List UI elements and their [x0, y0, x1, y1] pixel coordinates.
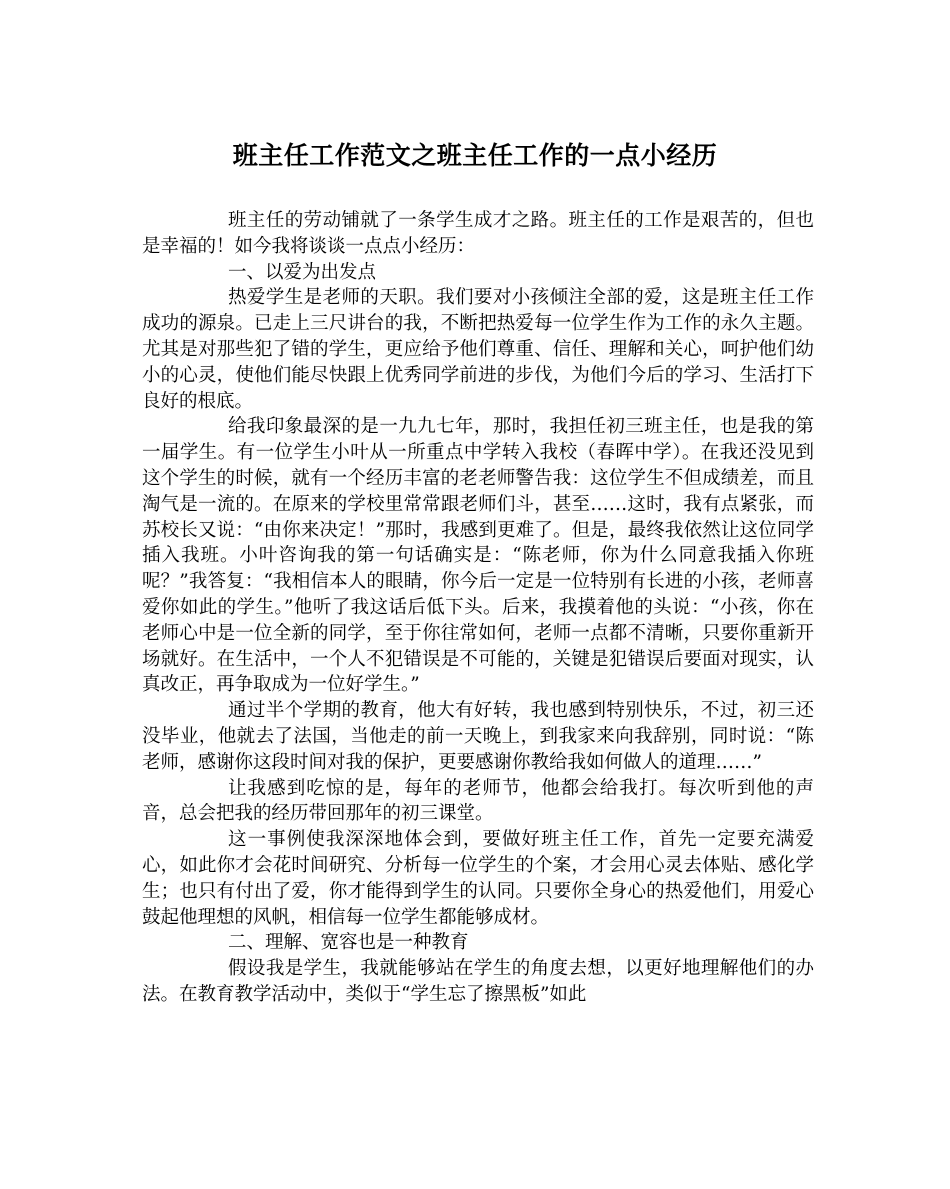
- body-paragraph: 热爱学生是老师的天职。我们要对小孩倾注全部的爱，这是班主任工作成功的源泉。已走上三尺讲台的我，不断把热爱每一位学生作为工作的永久主题。尤其是对那些犯了错的学生，更应给予他们尊重、信任、理解和关心，呵护他们幼小的心灵，使他们能尽快跟上优秀同学前进的步伐，为他们今后的学习、生活打下良好的根底。: [142, 287, 814, 412]
- section-heading-2: 二、理解、宽容也是一种教育: [228, 932, 469, 954]
- document-body: [142, 208, 814, 1008]
- body-paragraph: 假设我是学生，我就能够站在学生的角度去想，以更好地理解他们的办法。在教育教学活动中，类似于“学生忘了擦黑板”如此: [142, 958, 814, 1005]
- body-paragraph: 让我感到吃惊的是，每年的老师节，他都会给我打。每次听到他的声音，总会把我的经历带回那年的初三课堂。: [142, 777, 814, 825]
- document-title: 班主任工作范文之班主任工作的一点小经历: [232, 141, 718, 170]
- intro-paragraph: 班主任的劳动铺就了一条学生成才之路。班主任的工作是艰苦的，但也是幸福的！如今我将谈谈一点点小经历：: [142, 210, 814, 257]
- body-paragraph: 给我印象最深的是一九九七年，那时，我担任初三班主任，也是我的第一届学生。有一位学生小叶从一所重点中学转入我校（春晖中学）。在我还没见到这个学生的时候，就有一个经历丰富的老老师警告我：这位学生不但成绩差，而且淘气是一流的。在原来的学校里常常跟老师们斗，甚至……这时，我有点紧张，而苏校长又说：“由你来决定！”那时，我感到更难了。但是，最终我依然让这位同学插入我班。小叶咨询我的第一句话确实是：“陈老师，你为什么同意我插入你班呢？”我答复：“我相信本人的眼睛，你今后一定是一位特别有长进的小孩，老师喜爱你如此的学生。”他听了我这话后低下头。后来，我摸着他的头说：“小孩，你在老师心中是一位全新的同学，至于你往常如何，老师一点都不清晰，只要你重新开场就好。在生活中，一个人不犯错误是不可能的，关键是犯错误后要面对现实，认真改正，再争取成为一位好学生。”: [142, 416, 814, 696]
- body-paragraph: 这一事例使我深深地体会到，要做好班主任工作，首先一定要充满爱心，如此你才会花时间研究、分析每一位学生的个案，才会用心灵去体贴、感化学生；也只有付出了爱，你才能得到学生的认同。只要你全身心的热爱他们，用爱心鼓起他理想的风帆，相信每一位学生都能够成材。: [142, 829, 814, 928]
- body-paragraph: 通过半个学期的教育，他大有好转，我也感到特别快乐，不过，初三还没毕业，他就去了法国，当他走的前一天晚上，到我家来向我辞别，同时说：“陈老师，感谢你这段时间对我的保护，更要感谢你教给我如何做人的道理……”: [142, 700, 814, 773]
- section-heading-1: 一、以爱为出发点: [228, 261, 377, 283]
